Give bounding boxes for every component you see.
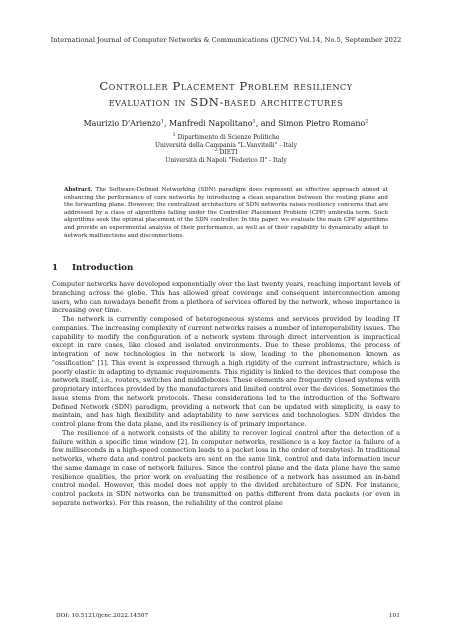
page-number: 101 (388, 613, 400, 619)
section-number: 1 (52, 263, 58, 273)
body-text (52, 280, 400, 508)
author-affil-mark: 1 (252, 118, 256, 125)
paragraph: Computer networks have developed exponentially over the last twenty years, reaching important levels of branching across the globe. This has allowed great coverage and consequent interconnection among users, who can nowadays benefit from a plethora of services offered by the network, whose importance is increasing over time. (52, 280, 400, 315)
affiliations (60, 134, 392, 164)
title-line-1: Controller Placement Problem resiliency (99, 79, 353, 93)
doi: DOI: 10.5121/ijcnc.2022.14507 (56, 613, 149, 619)
author-affil-mark: 1 (160, 118, 164, 125)
affiliation-line: Università di Napoli "Federico II" - Italy (165, 156, 287, 164)
abstract (64, 187, 388, 240)
paper-title (40, 78, 412, 110)
affiliation-line: Università della Campania "L.Vanvitelli" - Italy (155, 141, 297, 149)
author-name: Simon Pietro Romano (278, 119, 366, 128)
affil-mark: 2 (214, 147, 218, 154)
paragraph: The network is currently composed of heterogeneous systems and services provided by leading IT companies. The increasing complexity of current networks raises a number of interoperability issues. The capability to modify the configuration of a network system through direct intervention is impractical except in rare cases, like closed and isolated environments. Due to these problems, the process of integration of new technologies in the network is slow, leading to the phenomenon known as "ossification" [1]. This event is expressed through a high rigidity of the current infrastructure, which is poorly elastic in adapting to dynamic requirements. This rigidity is linked to the devices that compose the network itself, i.e., routers, switches and middleboxes. These elements are frequently closed systems with proprietary interfaces provided by the manufacturers and limited control over the devices. Sometimes the issue stems from the network protocols. These considerations led to the introduction of the Software Defined Network (SDN) paradigm, providing a network that can be updated with simplicity, is easy to maintain, and has high flexibility and adaptability to new services and technologies. SDN divides the control plane from the data plane, and its resiliency is of primary importance. (52, 315, 400, 428)
author-list (40, 119, 412, 128)
affiliation-line (60, 149, 392, 157)
author-name: Maurizio D'Arienzo (83, 119, 161, 128)
author-name: Manfredi Napolitano (169, 119, 253, 128)
author-separator: , and (255, 119, 279, 128)
affiliation-line (60, 134, 392, 142)
author-separator: , (164, 119, 170, 128)
abstract-text: The Software-Defined Networking (SDN) paradigm does represent an effective approach aimed at enhancing the performance of core networks by introducing a clean separation between the routing plane and the forwarding plane. However, the centralized architecture of SDN networks raises resiliency concerns that are addressed by a class of algorithms falling under the Controller Placement Problem (CPP) umbrella term. Such algorithms seek the optimal placement of the SDN controller. In this paper, we evaluate the main CPP algorithms and provide an experimental analysis of their performance, as well as of their capability to dynamically adapt to network malfunctions and disconnections. (64, 187, 388, 239)
title-line-2: evaluation in SDN-based architectures (108, 95, 344, 109)
journal-header: International Journal of Computer Networks & Communications (IJCNC) Vol.14, No.5, September 2022 (50, 36, 402, 44)
affil-mark: 1 (172, 132, 176, 138)
section-title: Introduction (72, 263, 134, 273)
paragraph: The resilience of a network consists of the ability to recover logical control after the detection of a failure within a specific time window [2]. In computer networks, resilience is a key factor (a failure of a few milliseconds in a high-speed connection leads to a packet loss in the order of terabytes). In traditional networks, where data and control packets are sent on the same link, control and data information incur the same damage in case of network failures. Since the control plane and the data plane have the same resilience qualities, the prior work on evaluating the resilience of a network has assumed an in-band control model. However, this model does not apply to the divided architecture of SDN. For instance, control packets in SDN networks can be transmitted on paths different from data packets (or even in separate networks). For this reason, the reliability of the control plane (52, 428, 400, 507)
author-affil-mark: 2 (365, 118, 369, 125)
abstract-label: Abstract. (64, 187, 93, 193)
affil-text: DIETI (217, 149, 238, 157)
affil-text: Dipartimento di Scienze Politiche (175, 134, 280, 141)
section-heading (52, 263, 400, 273)
